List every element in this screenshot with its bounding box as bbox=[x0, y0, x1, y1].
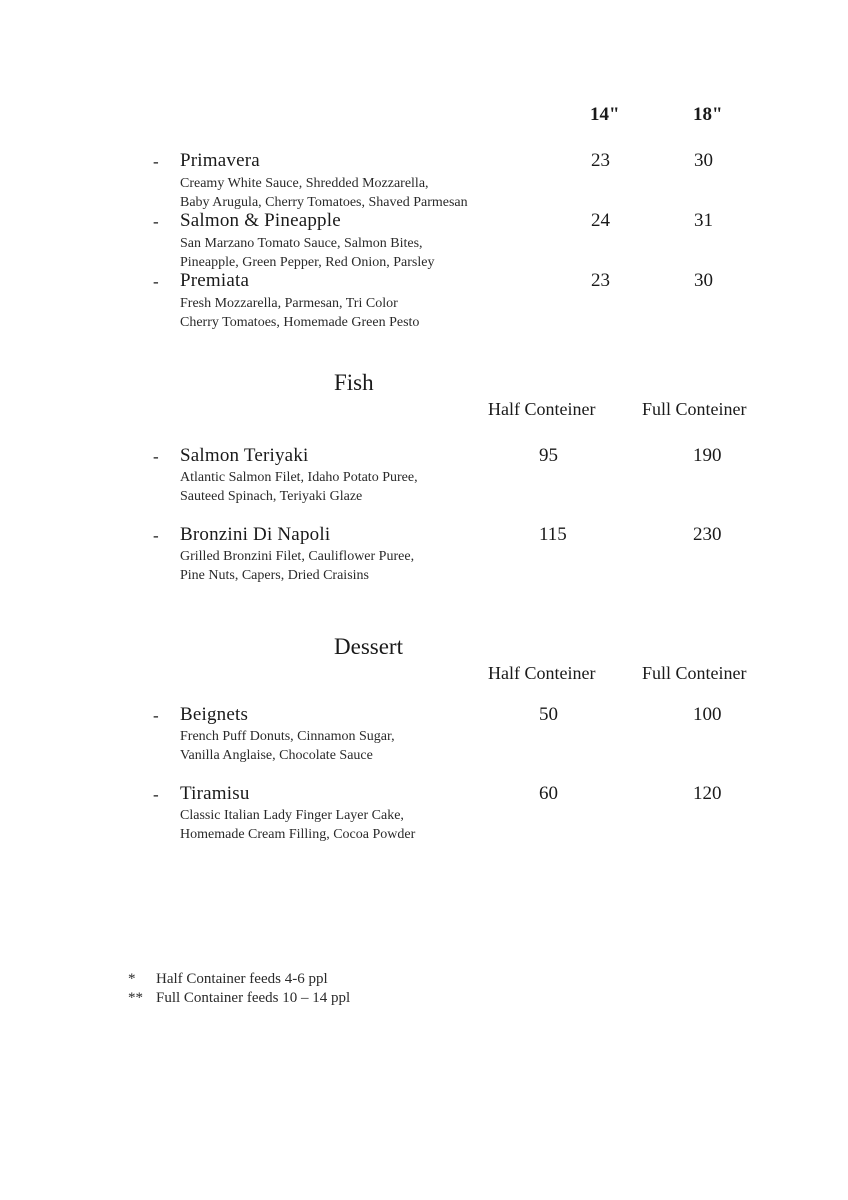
price-full: 190 bbox=[693, 445, 722, 466]
price-half: 95 bbox=[539, 445, 558, 466]
item-name: Bronzini Di Napoli bbox=[180, 524, 331, 545]
price-18: 30 bbox=[694, 270, 713, 291]
item-desc-line: Sauteed Spinach, Teriyaki Glaze bbox=[180, 489, 363, 504]
item-desc-line: Creamy White Sauce, Shredded Mozzarella, bbox=[180, 176, 429, 191]
price-14: 24 bbox=[591, 210, 610, 231]
item-bullet: - bbox=[153, 706, 159, 725]
section-title-dessert: Dessert bbox=[334, 634, 403, 659]
item-name: Salmon Teriyaki bbox=[180, 445, 309, 466]
footnote-mark: * bbox=[128, 971, 136, 987]
item-desc-line: Pine Nuts, Capers, Dried Craisins bbox=[180, 568, 369, 583]
price-half: 50 bbox=[539, 704, 558, 725]
footnote-text: Half Container feeds 4-6 ppl bbox=[156, 971, 328, 987]
item-desc-line: Classic Italian Lady Finger Layer Cake, bbox=[180, 808, 404, 823]
col-header-half: Half Conteiner bbox=[488, 399, 596, 419]
col-header-full: Full Conteiner bbox=[642, 663, 747, 683]
item-desc-line: San Marzano Tomato Sauce, Salmon Bites, bbox=[180, 236, 423, 251]
col-header-full: Full Conteiner bbox=[642, 399, 747, 419]
item-desc-line: Atlantic Salmon Filet, Idaho Potato Puree, bbox=[180, 470, 418, 485]
price-full: 230 bbox=[693, 524, 722, 545]
footnote-text: Full Container feeds 10 – 14 ppl bbox=[156, 990, 351, 1006]
section-title-fish: Fish bbox=[334, 370, 374, 395]
size-header-18: 18" bbox=[693, 104, 723, 125]
item-desc-line: Grilled Bronzini Filet, Cauliflower Puree, bbox=[180, 549, 415, 564]
item-desc-line: Vanilla Anglaise, Chocolate Sauce bbox=[180, 748, 373, 763]
item-bullet: - bbox=[153, 785, 159, 804]
item-name: Primavera bbox=[180, 150, 260, 171]
item-desc-line: Pineapple, Green Pepper, Red Onion, Parsley bbox=[180, 255, 435, 270]
price-full: 100 bbox=[693, 704, 722, 725]
item-name: Premiata bbox=[180, 270, 250, 291]
price-18: 30 bbox=[694, 150, 713, 171]
item-name: Beignets bbox=[180, 704, 249, 725]
item-desc-line: Baby Arugula, Cherry Tomatoes, Shaved Parmesan bbox=[180, 195, 468, 210]
size-header-14: 14" bbox=[590, 104, 620, 125]
col-header-half: Half Conteiner bbox=[488, 663, 596, 683]
item-bullet: - bbox=[153, 272, 159, 291]
item-desc-line: Fresh Mozzarella, Parmesan, Tri Color bbox=[180, 296, 398, 311]
item-bullet: - bbox=[153, 152, 159, 171]
item-bullet: - bbox=[153, 447, 159, 466]
price-14: 23 bbox=[591, 270, 610, 291]
price-18: 31 bbox=[694, 210, 713, 231]
item-desc-line: Homemade Cream Filling, Cocoa Powder bbox=[180, 827, 416, 842]
item-bullet: - bbox=[153, 526, 159, 545]
item-name: Salmon & Pineapple bbox=[180, 210, 341, 231]
footnote-mark: ** bbox=[128, 990, 143, 1006]
price-14: 23 bbox=[591, 150, 610, 171]
item-bullet: - bbox=[153, 212, 159, 231]
price-half: 60 bbox=[539, 783, 558, 804]
item-desc-line: French Puff Donuts, Cinnamon Sugar, bbox=[180, 729, 395, 744]
item-desc-line: Cherry Tomatoes, Homemade Green Pesto bbox=[180, 315, 420, 330]
price-half: 115 bbox=[539, 524, 567, 545]
price-full: 120 bbox=[693, 783, 722, 804]
item-name: Tiramisu bbox=[180, 783, 250, 804]
